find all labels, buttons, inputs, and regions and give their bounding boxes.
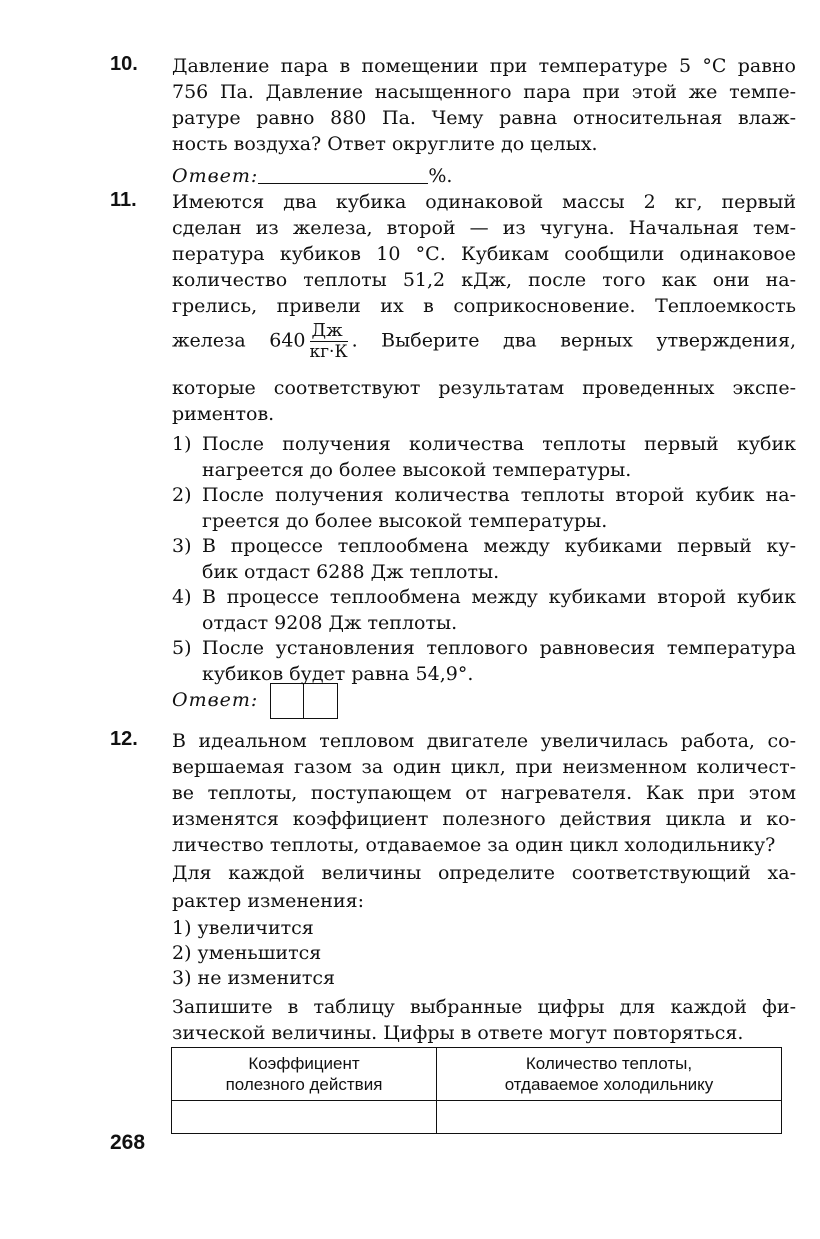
table-header-row [172,1048,782,1101]
option-text: В процессе теплообмена между кубиками второй кубик [202,586,796,608]
unit-fraction [310,321,348,362]
text-line: В идеальном тепловом двигателе увеличилась работа, со- [172,730,796,752]
option-text: нагреется до более высокой температуры. [202,459,632,481]
answer-label: Ответ: [172,165,259,187]
page-number: 268 [110,1131,146,1154]
text-line: грелись, привели их в соприкосновение. Теплоемкость [172,295,796,317]
text-line: Давление пара в помещении при температуре 5 °С равно [172,55,796,77]
text-line: изменятся коэффициент полезного действия цикла и ко- [172,808,796,830]
option-text: В процессе теплообмена между кубиками первый ку- [202,535,796,557]
choice-item: 2) уменьшится [172,942,322,964]
formula-suffix: . Выберите два верных утверждения, [351,329,796,352]
problem-number: 10. [110,53,138,75]
answer-cells [270,683,338,719]
answer-table [171,1047,782,1134]
formula-prefix: железа 640 [172,329,306,352]
text-line: которые соответствуют результатам проведенных экспе- [172,377,796,399]
choice-item: 3) не изменится [172,967,336,989]
table-header-efficiency: Коэффициент полезного действия [172,1048,437,1101]
text-line: рактер изменения: [172,890,364,912]
option-number: 2) [172,484,192,506]
fraction-denominator: кг·К [309,342,348,362]
option-text: После получения количества теплоты второй кубик на- [202,484,796,506]
answer-label: Ответ: [172,689,259,711]
text-line: ве теплоты, поступающем от нагревателя. Как при этом [172,782,796,804]
option-text: После получения количества теплоты первый кубик [202,433,796,455]
fraction-numerator: Дж [310,321,348,342]
text-line: зической величины. Цифры в ответе могут повторяться. [172,1022,744,1044]
text-line: личество теплоты, отдаваемое за один цикл холодильнику? [172,834,776,856]
option-text: кубиков будет равна 54,9°. [202,663,474,685]
problem-text-continued [172,375,796,427]
option-text: греется до более высокой температуры. [202,510,608,532]
option-number: 5) [172,637,192,659]
answer-unit: %. [428,165,453,187]
answer-cell[interactable] [304,683,338,719]
problem-text [172,728,796,858]
answer-cell[interactable] [270,683,304,719]
problem-number: 12. [110,728,138,750]
text-line: ность воздуха? Ответ округлите до целых. [172,133,598,155]
text-line: Запишите в таблицу выбранные цифры для каждой фи- [172,996,796,1018]
formula-line [172,321,796,362]
text-line: пература кубиков 10 °С. Кубикам сообщили одинаковое [172,243,796,265]
choice-item: 1) увеличится [172,917,314,939]
option-text: бик отдаст 6288 Дж теплоты. [202,561,500,583]
text-line: 756 Па. Давление насыщенного пара при этой же темпе- [172,81,796,103]
option-number: 4) [172,586,192,608]
answer-blank[interactable] [258,165,428,184]
text-line: Имеются два кубика одинаковой массы 2 кг, первый [172,191,796,213]
table-header-heat: Количество теплоты, отдаваемое холодильнику [437,1048,782,1101]
text-line: риментов. [172,403,275,425]
answer-cell-efficiency[interactable] [172,1101,437,1134]
answer-cell-heat[interactable] [437,1101,782,1134]
table-row [172,1101,782,1134]
final-instructions [172,994,796,1046]
option-text: отдаст 9208 Дж теплоты. [202,612,458,634]
option-text: После установления теплового равновесия температура [202,637,796,659]
text-line: вершаемая газом за один цикл, при неизменном количест- [172,756,796,778]
option-number: 1) [172,433,192,455]
problem-text [172,189,796,319]
text-line: Для каждой величины определите соответствующий ха- [172,862,796,884]
choice-list [172,916,796,991]
answer-row [172,165,452,187]
instructions [172,859,796,915]
answer-row [172,683,338,719]
text-line: ратуре равно 880 Па. Чему равна относительная влаж- [172,107,796,129]
text-line: количество теплоты 51,2 кДж, после того как они на- [172,269,796,291]
problem-text [172,53,796,157]
problem-number: 11. [110,189,137,211]
option-number: 3) [172,535,192,557]
text-line: сделан из железа, второй — из чугуна. Начальная тем- [172,217,796,239]
